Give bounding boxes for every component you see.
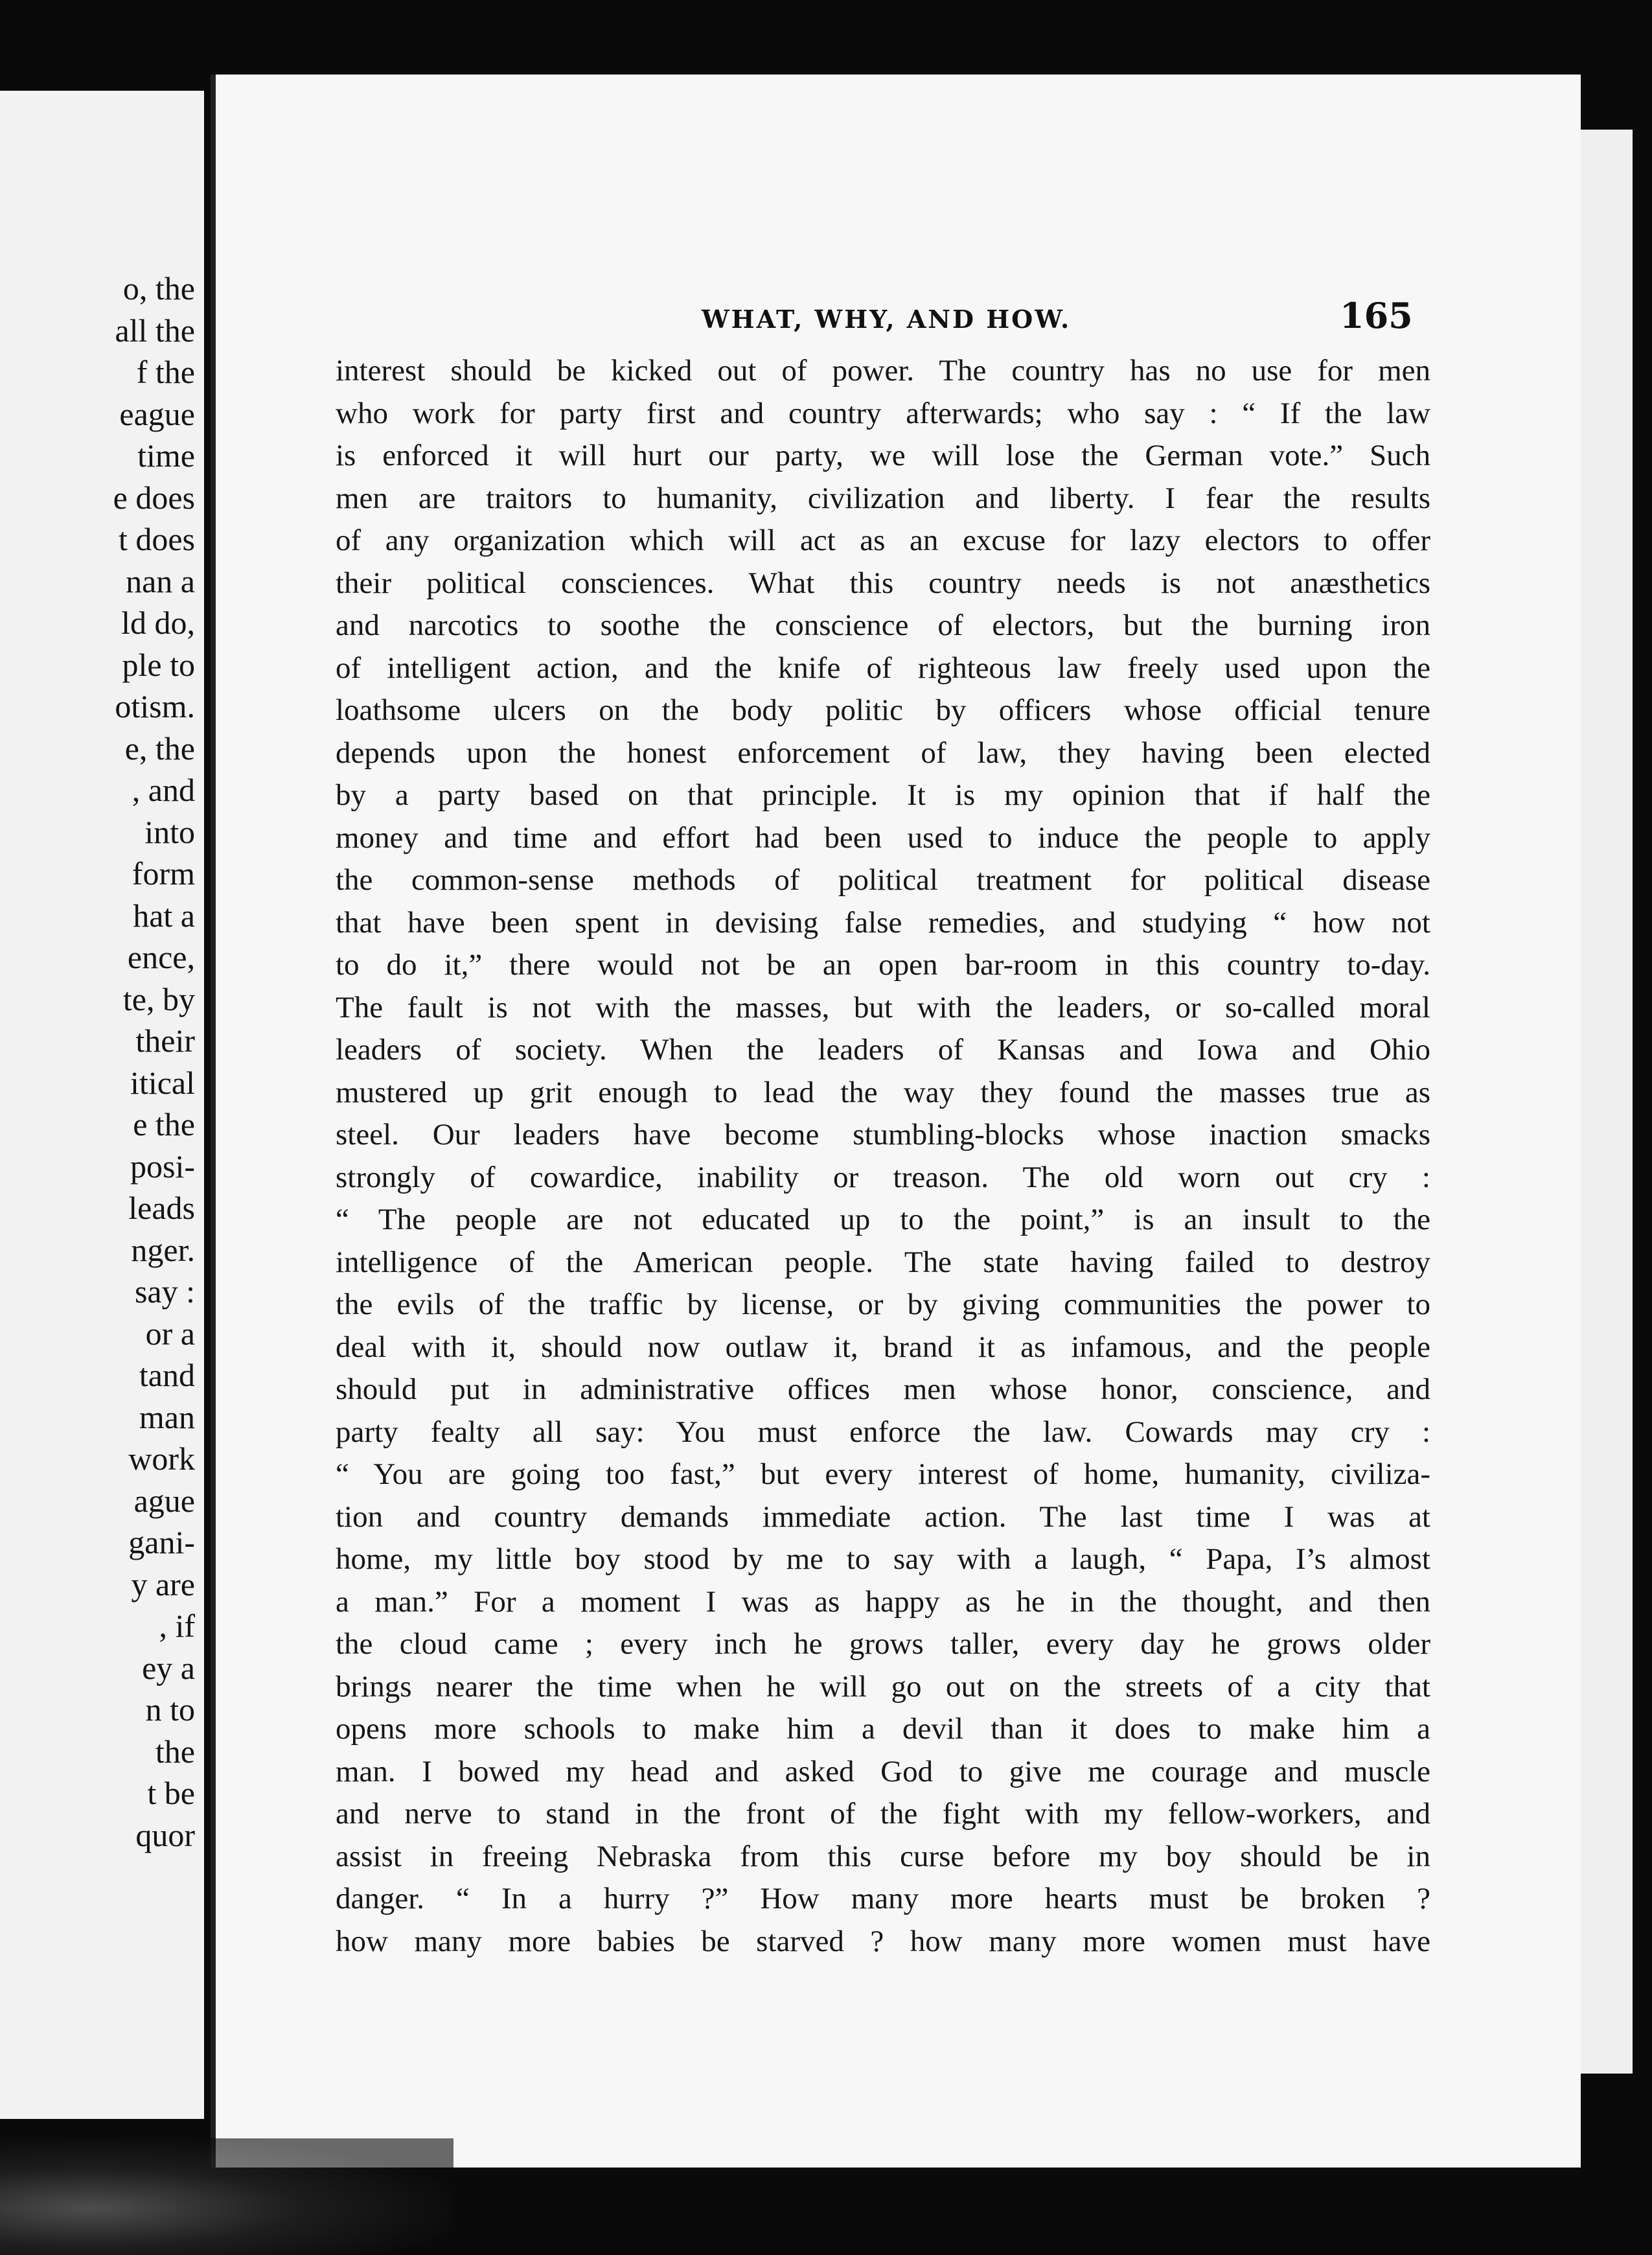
left-page-fragment: into <box>144 813 195 850</box>
text-line: assist in freeing Nebraska from this curse before my boy should be in <box>336 1839 1430 1873</box>
left-page-fragment: e does <box>113 479 195 516</box>
left-page-fragment: , if <box>159 1608 195 1644</box>
text-line: a man.” For a moment I was as happy as he in the thought, and then <box>336 1584 1430 1619</box>
text-line: deal with it, should now outlaw it, brand it as infamous, and the people <box>336 1330 1430 1364</box>
left-page-fragment: quor <box>135 1816 195 1853</box>
text-line: tion and country demands immediate action. The last time I was at <box>336 1499 1430 1534</box>
text-line: interest should be kicked out of power. The country has no use for men <box>336 354 1430 387</box>
text-line: by a party based on that principle. It is my opinion that if half the <box>336 778 1430 812</box>
text-line: the common-sense methods of political treatment for political disease <box>336 863 1430 897</box>
book-page <box>211 75 1581 2168</box>
text-line: should put in administrative offices men whose honor, conscience, and <box>336 1372 1430 1406</box>
text-line: opens more schools to make him a devil than it does to make him a <box>336 1712 1430 1746</box>
text-line: is enforced it will hurt our party, we will lose the German vote.” Such <box>336 439 1430 472</box>
text-line: “ You are going too fast,” but every interest of home, humanity, civiliza- <box>336 1457 1430 1491</box>
left-page-fragment: e the <box>133 1106 195 1142</box>
left-page-fragment: t does <box>118 521 195 557</box>
text-line: strongly of cowardice, inability or treason. The old worn out cry : <box>336 1160 1430 1194</box>
scan-shadow <box>0 2138 453 2255</box>
running-head: WHAT, WHY, AND HOW. <box>702 305 1072 334</box>
left-page-fragment: posi- <box>130 1148 195 1185</box>
left-facing-page <box>0 91 204 2119</box>
text-line: men are traitors to humanity, civilization and liberty. I fear the results <box>336 481 1430 515</box>
left-page-fragment: ey a <box>142 1649 195 1686</box>
text-line: and nerve to stand in the front of the fight with my fellow-workers, and <box>336 1797 1430 1831</box>
left-page-fragment: otism. <box>115 688 195 724</box>
text-line: brings nearer the time when he will go out on the streets of a city that <box>336 1669 1430 1704</box>
text-line: man. I bowed my head and asked God to give me courage and muscle <box>336 1754 1430 1788</box>
left-page-fragment: ple to <box>122 646 195 683</box>
left-page-fragment: te, by <box>122 980 195 1017</box>
left-page-fragment: , and <box>132 772 195 808</box>
left-page-fragment: y are <box>131 1566 195 1602</box>
text-line: steel. Our leaders have become stumbling-blocks whose inaction smacks <box>336 1118 1430 1151</box>
left-page-fragment: eague <box>119 395 195 432</box>
left-page-fragment: hat a <box>133 897 195 934</box>
body-text <box>336 350 1430 1963</box>
text-line: “ The people are not educated up to the point,” is an insult to the <box>336 1203 1430 1236</box>
text-line: danger. “ In a hurry ?” How many more hearts must be broken ? <box>336 1882 1430 1915</box>
text-line: home, my little boy stood by me to say with a laugh, “ Papa, I’s almost <box>336 1542 1430 1576</box>
left-page-fragment: ague <box>133 1482 195 1519</box>
text-line: that have been spent in devising false remedies, and studying “ how not <box>336 905 1430 940</box>
left-page-fragment: man <box>139 1398 195 1435</box>
left-page-fragment: their <box>135 1023 195 1059</box>
left-page-fragment: t be <box>147 1775 195 1811</box>
left-page-fragment: n to <box>145 1691 195 1728</box>
text-line: leaders of society. When the leaders of Kansas and Iowa and Ohio <box>336 1033 1430 1067</box>
text-line: the evils of the traffic by license, or by giving communities the power to <box>336 1288 1430 1321</box>
left-page-fragment: itical <box>130 1064 195 1101</box>
left-page-fragment: the <box>155 1733 195 1770</box>
text-line: money and time and effort had been used to induce the people to apply <box>336 820 1430 855</box>
text-line: party fealty all say: You must enforce the law. Cowards may cry : <box>336 1415 1430 1449</box>
next-page-edge <box>1581 130 1633 2074</box>
left-page-fragment: leads <box>128 1190 195 1226</box>
left-page-fragment: ence, <box>127 939 195 975</box>
left-page-fragment: say : <box>134 1273 195 1310</box>
text-line: their political consciences. What this country needs is not anæsthetics <box>336 566 1430 600</box>
text-line: how many more babies be starved ? how many more women must have <box>336 1924 1430 1958</box>
left-page-fragment: f the <box>136 354 195 390</box>
left-page-fragment: nger. <box>131 1231 195 1268</box>
text-line: to do it,” there would not be an open bar-room in this country to-day. <box>336 948 1430 982</box>
text-line: mustered up grit enough to lead the way they found the masses true as <box>336 1075 1430 1109</box>
left-page-fragment: gani- <box>128 1524 195 1560</box>
text-line: who work for party first and country afterwards; who say : “ If the law <box>336 396 1430 430</box>
text-line: loathsome ulcers on the body politic by officers whose official tenure <box>336 693 1430 727</box>
left-page-fragment: time <box>137 437 195 474</box>
left-page-fragment: o, the <box>122 270 195 306</box>
text-line: of intelligent action, and the knife of righteous law freely used upon the <box>336 651 1430 685</box>
text-line: depends upon the honest enforcement of law, they having been elected <box>336 735 1430 770</box>
left-page-fragment: work <box>128 1440 195 1477</box>
left-page-fragment: nan a <box>126 562 195 599</box>
text-line: the cloud came ; every inch he grows taller, every day he grows older <box>336 1627 1430 1661</box>
text-line: and narcotics to soothe the conscience of electors, but the burning iron <box>336 608 1430 642</box>
text-line: of any organization which will act as an excuse for lazy electors to offer <box>336 524 1430 557</box>
left-page-fragment: all the <box>115 312 195 349</box>
text-line: intelligence of the American people. The state having failed to destroy <box>336 1245 1430 1279</box>
text-line: The fault is not with the masses, but with the leaders, or so-called moral <box>336 990 1430 1024</box>
left-page-fragment: form <box>132 855 195 892</box>
left-page-fragment: e, the <box>124 730 195 767</box>
page-number: 165 <box>1340 295 1413 336</box>
left-page-fragment: or a <box>145 1315 195 1352</box>
left-page-fragment: ld do, <box>121 605 195 641</box>
left-page-fragment: tand <box>139 1357 195 1393</box>
